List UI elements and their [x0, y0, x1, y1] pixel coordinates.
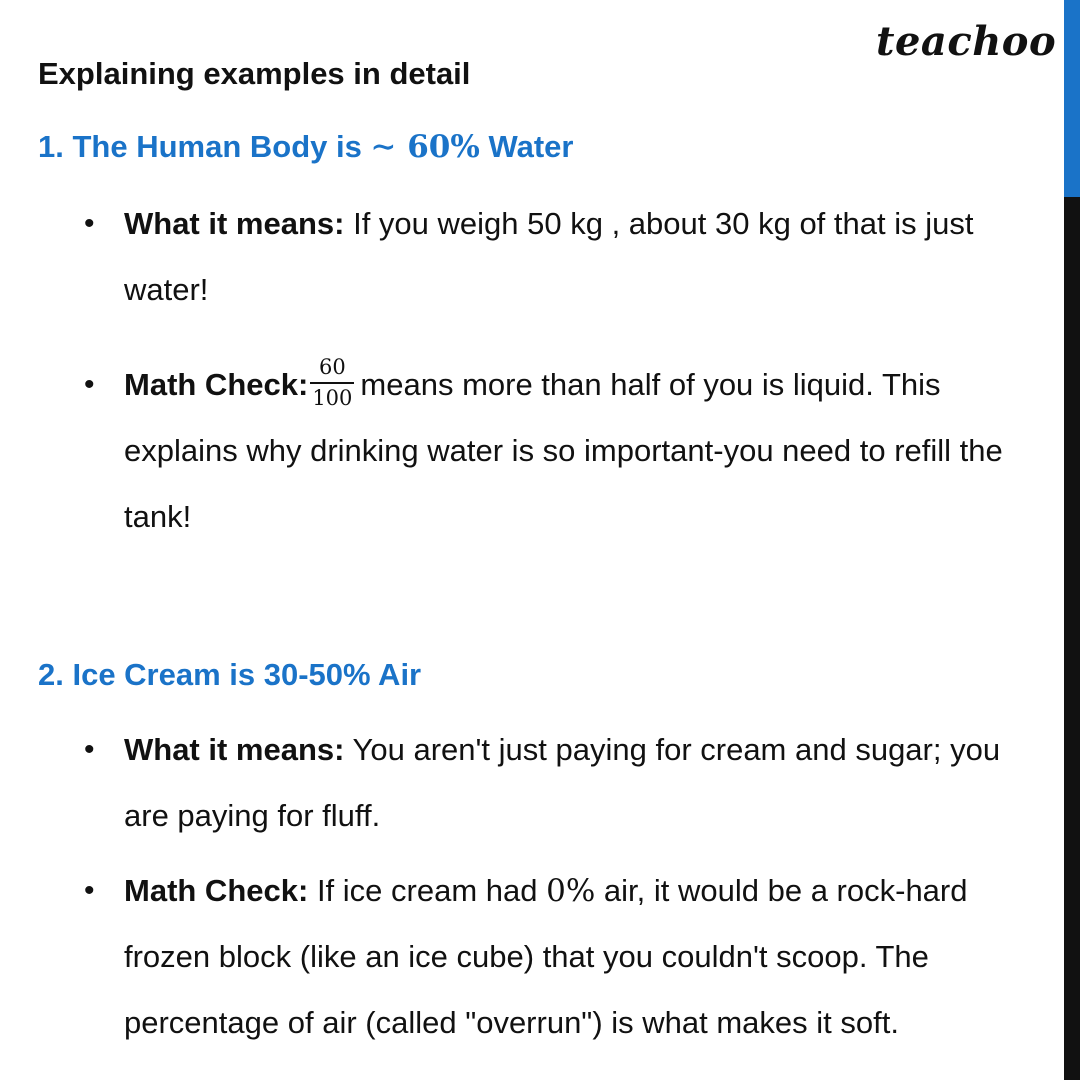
- bullet-text: [124, 717, 1014, 849]
- teachoo-logo: teachoo: [876, 18, 1057, 65]
- section-1-heading-suffix: Water: [488, 129, 574, 164]
- fraction-denominator: 100: [312, 385, 353, 410]
- bullet-dot: •: [84, 874, 95, 907]
- section-1-heading: [38, 129, 573, 165]
- section-2-bullet-2: [84, 858, 1014, 1056]
- bullet-body-before: If ice cream had: [316, 873, 538, 908]
- bullet-label: Math Check:: [124, 873, 309, 908]
- section-1-heading-prefix: 1. The Human Body is: [38, 129, 362, 164]
- section-1-bullet-1: [84, 191, 1014, 323]
- inline-math: 0%: [546, 873, 596, 909]
- fraction-numerator: 60: [310, 356, 354, 384]
- bullet-dot: •: [84, 733, 95, 766]
- bullet-body: means more than half of you is liquid. This explains why drinking water is so important-you need to refill the tank!: [124, 367, 1003, 534]
- bullet-label: Math Check:: [124, 367, 309, 402]
- section-1-heading-math: ∼ 60%: [370, 129, 480, 165]
- bullet-text: [124, 858, 1014, 1056]
- section-1-bullet-2: [84, 352, 1014, 550]
- side-bar-accent: [1064, 0, 1080, 197]
- bullet-dot: •: [84, 207, 95, 240]
- bullet-body: If you weigh 50 kg , about 30 kg of that is just water!: [124, 206, 974, 307]
- bullet-text: [124, 352, 1014, 550]
- section-2-bullet-1: [84, 717, 1014, 849]
- section-2-heading: 2. Ice Cream is 30-50% Air: [38, 657, 422, 692]
- bullet-text: [124, 191, 1014, 323]
- bullet-label: What it means:: [124, 732, 345, 767]
- fraction: [310, 356, 354, 410]
- bullet-body: You aren't just paying for cream and sugar; you are paying for fluff.: [124, 732, 1001, 833]
- bullet-body-after: air, it would be a rock-hard frozen block (like an ice cube) that you couldn't scoop. The percentage of air (called "overrun") is what makes it soft.: [124, 873, 968, 1040]
- bullet-label: What it means:: [124, 206, 345, 241]
- page-title: Explaining examples in detail: [38, 56, 471, 91]
- bullet-dot: •: [84, 368, 95, 401]
- side-bar: [1064, 0, 1080, 1080]
